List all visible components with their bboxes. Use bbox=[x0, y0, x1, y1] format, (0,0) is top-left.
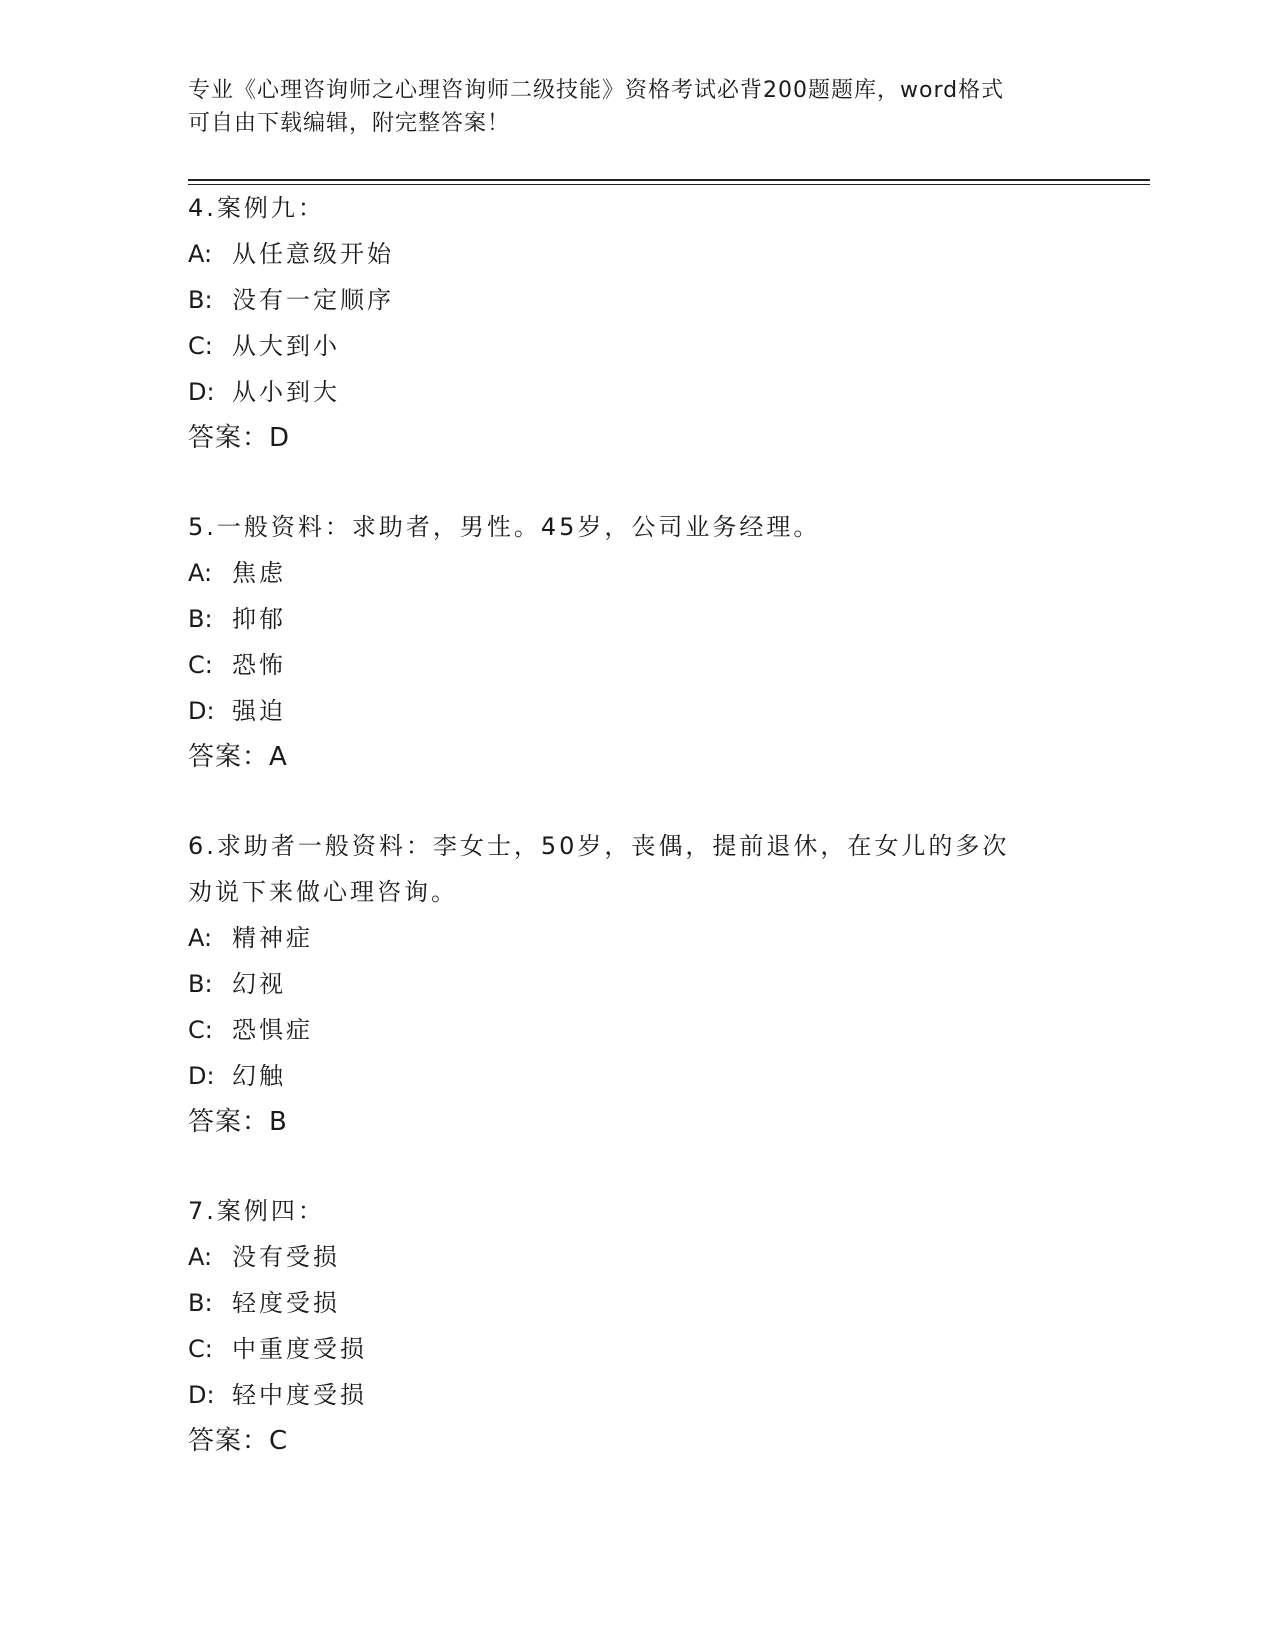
question-4 bbox=[188, 185, 1088, 461]
option-d bbox=[188, 1053, 1088, 1099]
option-d bbox=[188, 1372, 1088, 1418]
option-text: 从小到大 bbox=[232, 378, 340, 406]
option-text: 没有受损 bbox=[232, 1243, 340, 1271]
option-text: 中重度受损 bbox=[232, 1335, 367, 1363]
option-label: C: bbox=[188, 1335, 213, 1363]
option-c bbox=[188, 1326, 1088, 1372]
option-text: 没有一定顺序 bbox=[232, 286, 394, 314]
option-label: B: bbox=[188, 970, 213, 998]
answer-line: 答案：A bbox=[188, 742, 288, 772]
question-stem: 5.一般资料：求助者，男性。45岁，公司业务经理。 bbox=[188, 513, 821, 541]
option-c bbox=[188, 323, 1088, 369]
option-text: 幻视 bbox=[232, 970, 286, 998]
option-label: B: bbox=[188, 605, 213, 633]
question-6 bbox=[188, 823, 1088, 1145]
option-text: 轻中度受损 bbox=[232, 1381, 367, 1409]
option-a bbox=[188, 1234, 1088, 1280]
option-label: D: bbox=[188, 1381, 215, 1409]
option-label: C: bbox=[188, 1016, 213, 1044]
option-d bbox=[188, 369, 1088, 415]
answer-line: 答案：C bbox=[188, 1426, 289, 1456]
question-stem: 7.案例四： bbox=[188, 1197, 325, 1225]
header-line-1: 专业《心理咨询师之心理咨询师二级技能》资格考试必背200题题库，word格式 bbox=[188, 78, 1005, 103]
question-stem: 4.案例九： bbox=[188, 194, 325, 222]
option-label: C: bbox=[188, 332, 213, 360]
answer-line: 答案：B bbox=[188, 1107, 288, 1137]
question-7 bbox=[188, 1188, 1088, 1464]
option-text: 焦虑 bbox=[232, 559, 286, 587]
option-label: A: bbox=[188, 924, 213, 952]
option-label: C: bbox=[188, 651, 213, 679]
option-text: 从大到小 bbox=[232, 332, 340, 360]
option-label: D: bbox=[188, 697, 215, 725]
option-label: A: bbox=[188, 1243, 213, 1271]
option-text: 轻度受损 bbox=[232, 1289, 340, 1317]
option-label: D: bbox=[188, 1062, 215, 1090]
option-text: 恐惧症 bbox=[232, 1016, 313, 1044]
header-line-2: 可自由下载编辑，附完整答案！ bbox=[188, 111, 511, 136]
option-b bbox=[188, 1280, 1088, 1326]
answer-line: 答案：D bbox=[188, 423, 291, 453]
option-text: 精神症 bbox=[232, 924, 313, 952]
option-label: A: bbox=[188, 559, 213, 587]
question-stem: 6.求助者一般资料：李女士，50岁，丧偶，提前退休，在女儿的多次 bbox=[188, 832, 1010, 860]
option-a bbox=[188, 550, 1088, 596]
document-header bbox=[188, 74, 1088, 140]
option-text: 强迫 bbox=[232, 697, 286, 725]
option-c bbox=[188, 642, 1088, 688]
option-label: A: bbox=[188, 240, 213, 268]
option-text: 从任意级开始 bbox=[232, 240, 394, 268]
question-5 bbox=[188, 504, 1088, 780]
option-label: B: bbox=[188, 1289, 213, 1317]
option-d bbox=[188, 688, 1088, 734]
option-label: D: bbox=[188, 378, 215, 406]
option-text: 恐怖 bbox=[232, 651, 286, 679]
option-b bbox=[188, 961, 1088, 1007]
header-divider-thick bbox=[188, 179, 1150, 181]
option-c bbox=[188, 1007, 1088, 1053]
option-b bbox=[188, 596, 1088, 642]
question-stem-continued: 劝说下来做心理咨询。 bbox=[188, 878, 458, 906]
option-a bbox=[188, 231, 1088, 277]
option-label: B: bbox=[188, 286, 213, 314]
option-a bbox=[188, 915, 1088, 961]
option-text: 幻触 bbox=[232, 1062, 286, 1090]
option-text: 抑郁 bbox=[232, 605, 286, 633]
option-b bbox=[188, 277, 1088, 323]
